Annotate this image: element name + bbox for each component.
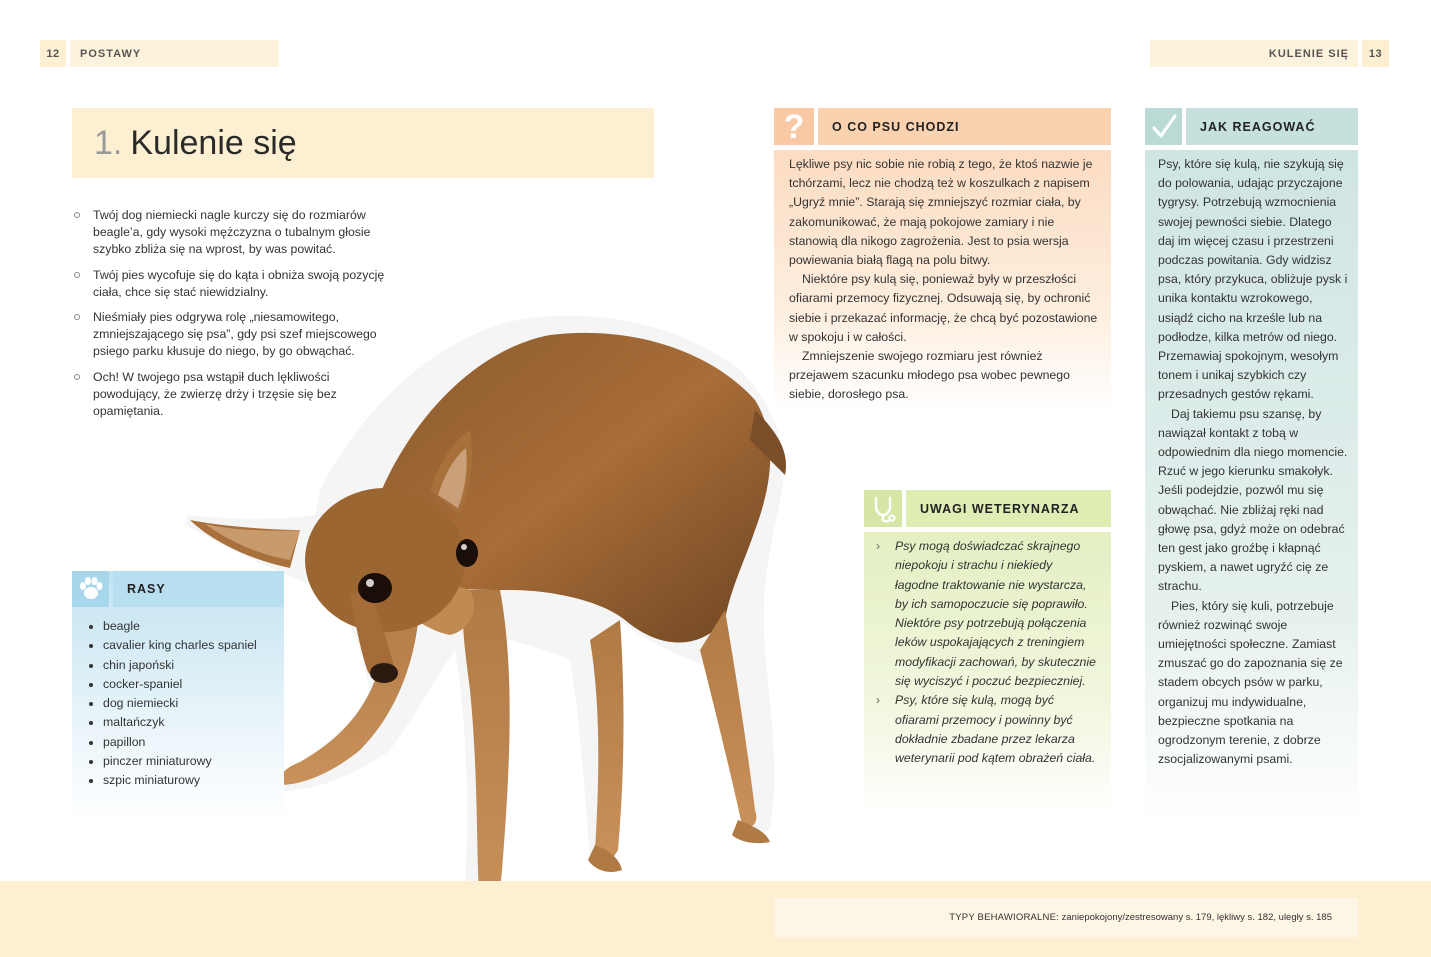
about-heading: O CO PSU CHODZI	[818, 108, 1111, 145]
breeds-list	[72, 617, 284, 791]
react-paragraph: Pies, który się kuli, potrzebuje również rozwinąć swoje umiejętności społeczne. Zamiast zmuszać go do zapoznania się ze stadem obcych psów w parku, organizuj mu indywidualne, bezpieczne spotkania na ogrodzonym terenie, z dobrze zsocjalizowanymi psami.	[1158, 598, 1343, 767]
breed-item: chin japoński	[72, 656, 284, 675]
behavior-types-label: TYPY BEHAWIORALNE:	[949, 912, 1059, 923]
about-paragraph: Niektóre psy kulą się, ponieważ były w przeszłości ofiarami przemocy fizycznej. Odsuwają się, by ochronić siebie i przekazać informację, że chcą być pozostawione w spokoju i w całości.	[789, 272, 1098, 344]
running-title-left: POSTAWY	[70, 40, 279, 67]
vet-panel	[864, 532, 1111, 817]
checkmark-icon	[1145, 108, 1182, 145]
breed-item: dog niemiecki	[72, 694, 284, 713]
about-panel	[774, 150, 1111, 412]
chapter-title: Kulenie się	[130, 123, 297, 162]
intro-item: Twój pies wycofuje się do kąta i obniża swoją pozycję ciała, chce się stać niewidzialny.	[72, 267, 392, 301]
stethoscope-icon	[864, 490, 902, 527]
react-heading: JAK REAGOWAĆ	[1186, 108, 1358, 145]
react-panel	[1145, 150, 1358, 820]
vet-item: › Psy, które się kulą, mogą być ofiarami przemocy i powinny być dokładnie zbadane przez lekarza weterynarii pod kątem obrażeń ciała.	[864, 691, 1099, 768]
behavior-types-text: zaniepokojony/zestresowany s. 179, lękliwy s. 182, uległy s. 185	[1061, 912, 1332, 923]
breed-item: pinczer miniaturowy	[72, 752, 284, 771]
breed-item: maltańczyk	[72, 713, 284, 732]
react-paragraph: Daj takiemu psu szansę, by nawiązał kontakt z tobą w odpowiednim dla niego momencie. Rzuć w jego kierunku smakołyk. Jeśli podejdzie, pozwól mu się obwąchać. Nie zbliżaj ręki nad głowę psa, gdyż może on odebrać ten gest jako groźbę i kłapnąć pyskiem, a nawet ugryźć cię ze strachu.	[1158, 406, 1348, 594]
vet-list	[864, 537, 1099, 769]
vet-heading: UWAGI WETERYNARZA	[906, 490, 1111, 527]
breed-item: beagle	[72, 617, 284, 636]
breed-item: cocker-spaniel	[72, 675, 284, 694]
behavior-types-box	[775, 898, 1358, 937]
page-number-right: 13	[1362, 40, 1389, 67]
breeds-heading: RASY	[113, 571, 284, 607]
about-paragraph: Lękliwe psy nic sobie nie robią z tego, że ktoś nazwie je tchórzami, lecz nie chodzą też w koszulkach z napisem „Ugryź mnie”. Starają się zmniejszyć rozmiar ciała, by zakomunikować, że mają pokojowe zamiary i nie stanowią dla nikogo zagrożenia. Jest to psia wersja powiewania białą flagą na polu bitwy.	[789, 157, 1093, 268]
breed-item: papillon	[72, 733, 284, 752]
react-paragraph: Psy, które się kulą, nie szykują się do polowania, udając przyczajone tygrysy. Potrzebują wzmocnienia swojej pewności siebie. Dlatego daj im więcej czasu i przestrzeni podczas powitania. Gdy widzisz psa, który przykuca, obliżuje pysk i unika kontaktu wzrokowego, usiądź cicho na krześle lub na podłodze, kilka metrów od niego. Przemawiaj spokojnym, wesołym tonem i unikaj szybkich czy przesadnych gestów rękami.	[1158, 157, 1348, 402]
chapter-number: 1.	[94, 123, 123, 162]
about-paragraph: Zmniejszenie swojego rozmiaru jest również przejawem szacunku młodego psa wobec pewnego siebie, dorosłego psa.	[789, 349, 1070, 402]
breed-item: szpic miniaturowy	[72, 771, 284, 790]
intro-item: Nieśmiały pies odgrywa rolę „niesamowitego, zmniejszającego się psa”, gdy psi szef miejscowego psiego parku kłusuje do niego, by go obwąchać.	[72, 309, 392, 361]
intro-item: Och! W twojego psa wstąpił duch lękliwości powodujący, że zwierzę drży i trzęsie się bez opamiętania.	[72, 369, 392, 421]
breed-item: cavalier king charles spaniel	[72, 636, 284, 655]
intro-item: Twój dog niemiecki nagle kurczy się do rozmiarów beagle’a, gdy wysoki mężczyzna o tubalnym głosie szybko zbliża się na wprost, by was powitać.	[72, 207, 392, 259]
paw-print-icon	[72, 571, 109, 607]
vet-item: › Psy mogą doświadczać skrajnego niepokoju i strachu i niekiedy łagodne traktowanie nie wystarcza, by ich samopoczucie się poprawiło. Niektóre psy potrzebują połączenia leków uspokajających z treningiem modyfikacji zachowań, by skutecznie się wyciszyć i poczuć bezpieczniej.	[864, 537, 1099, 691]
question-mark-icon: ?	[774, 108, 814, 145]
page-number-left: 12	[40, 40, 66, 67]
running-title-right: KULENIE SIĘ	[1150, 40, 1358, 67]
chapter-title-box	[72, 108, 654, 178]
